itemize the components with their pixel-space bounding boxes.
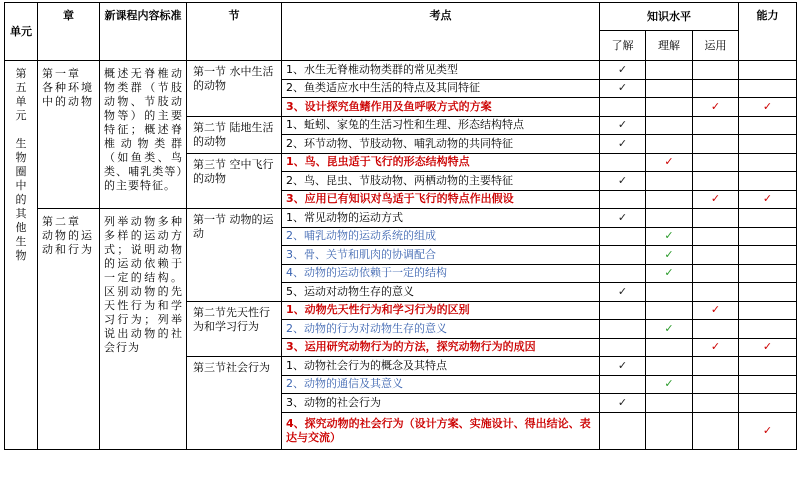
mark-comprehend bbox=[646, 357, 693, 376]
point-text: 3、设计探究鱼鳍作用及鱼呼吸方式的方案 bbox=[286, 99, 492, 113]
mark-comprehend bbox=[646, 98, 693, 117]
mark-apply bbox=[693, 227, 739, 246]
mark-apply bbox=[693, 301, 739, 320]
header-knowledge bbox=[600, 3, 739, 31]
mark-ability bbox=[739, 375, 797, 394]
section-title: 第一节 水中生活的动物 bbox=[193, 65, 274, 92]
mark-comprehend bbox=[646, 79, 693, 98]
mark-apply bbox=[693, 61, 739, 80]
mark-comprehend bbox=[646, 246, 693, 265]
point-cell bbox=[282, 172, 600, 191]
point-text: 1、动物社会行为的概念及其特点 bbox=[286, 358, 447, 372]
mark-ability bbox=[739, 394, 797, 413]
mark-comprehend bbox=[646, 301, 693, 320]
unit-char: 单 bbox=[15, 95, 27, 108]
point-cell bbox=[282, 135, 600, 154]
unit-char: 物 bbox=[15, 151, 27, 164]
point-cell bbox=[282, 375, 600, 394]
mark-apply bbox=[693, 190, 739, 209]
check-icon: ✓ bbox=[664, 247, 674, 261]
check-icon: ✓ bbox=[617, 358, 628, 372]
mark-ability bbox=[739, 153, 797, 172]
header-standard bbox=[100, 3, 187, 61]
mark-understand bbox=[600, 394, 646, 413]
mark-ability bbox=[739, 116, 797, 135]
chapter-title: 第二章 动物的运动和行为 bbox=[42, 215, 94, 256]
point-cell bbox=[282, 227, 600, 246]
check-icon: ✓ bbox=[617, 284, 628, 298]
check-icon: ✓ bbox=[617, 81, 628, 95]
mark-comprehend bbox=[646, 135, 693, 154]
point-cell bbox=[282, 61, 600, 80]
header-understand bbox=[600, 31, 646, 61]
mark-understand bbox=[600, 246, 646, 265]
section-title: 第三节 空中飞行的动物 bbox=[193, 157, 274, 185]
mark-understand bbox=[600, 61, 646, 80]
header-row-1 bbox=[5, 3, 797, 31]
unit-char: 五 bbox=[15, 81, 27, 94]
mark-understand bbox=[600, 338, 646, 357]
mark-apply bbox=[693, 98, 739, 117]
check-icon: ✓ bbox=[710, 303, 721, 317]
mark-apply bbox=[693, 264, 739, 283]
header-ability-label: 能力 bbox=[756, 9, 779, 22]
header-points bbox=[282, 3, 600, 61]
header-comprehend-label: 理解 bbox=[658, 38, 680, 52]
mark-understand bbox=[600, 116, 646, 135]
mark-understand bbox=[600, 375, 646, 394]
mark-apply bbox=[693, 153, 739, 172]
check-icon: ✓ bbox=[762, 423, 773, 437]
header-understand-label: 了解 bbox=[611, 38, 634, 52]
point-cell bbox=[282, 190, 600, 209]
point-text: 2、鱼类适应水中生活的特点及其同特征 bbox=[286, 81, 480, 95]
header-points-label: 考点 bbox=[429, 9, 452, 22]
mark-ability bbox=[739, 135, 797, 154]
mark-comprehend bbox=[646, 153, 693, 172]
mark-apply bbox=[693, 246, 739, 265]
mark-understand bbox=[600, 264, 646, 283]
section-cell bbox=[187, 209, 282, 302]
mark-comprehend bbox=[646, 209, 693, 228]
point-text: 2、动物的通信及其意义 bbox=[286, 377, 403, 391]
unit-char: 第 bbox=[15, 67, 27, 80]
chapter-cell bbox=[38, 61, 100, 209]
mark-understand bbox=[600, 283, 646, 302]
point-cell bbox=[282, 79, 600, 98]
point-cell bbox=[282, 412, 600, 449]
mark-ability bbox=[739, 338, 797, 357]
unit-char: 其 bbox=[15, 207, 27, 220]
standard-cell bbox=[100, 61, 187, 209]
unit-char: 生 bbox=[15, 137, 27, 150]
mark-comprehend bbox=[646, 264, 693, 283]
check-icon: ✓ bbox=[664, 321, 674, 335]
point-text: 2、动物的行为对动物生存的意义 bbox=[286, 321, 447, 335]
point-cell bbox=[282, 357, 600, 376]
mark-ability bbox=[739, 320, 797, 339]
section-cell bbox=[187, 116, 282, 153]
mark-comprehend bbox=[646, 190, 693, 209]
mark-ability bbox=[739, 190, 797, 209]
mark-comprehend bbox=[646, 338, 693, 357]
mark-understand bbox=[600, 357, 646, 376]
standard-text: 列举动物多种多样的运动方式；说明动物的运动依赖于一定的结构。区别动物的先天性行为和学习行为；列举说出动物的社会行为 bbox=[104, 215, 183, 354]
point-text: 3、动物的社会行为 bbox=[286, 395, 381, 409]
mark-understand bbox=[600, 320, 646, 339]
standard-cell bbox=[100, 209, 187, 450]
section-cell bbox=[187, 61, 282, 117]
mark-apply bbox=[693, 375, 739, 394]
header-apply bbox=[693, 31, 739, 61]
mark-apply bbox=[693, 172, 739, 191]
point-cell bbox=[282, 209, 600, 228]
unit-cell bbox=[5, 61, 38, 450]
section-title: 第三节社会行为 bbox=[193, 361, 270, 374]
header-chapter bbox=[38, 3, 100, 61]
mark-understand bbox=[600, 190, 646, 209]
point-cell bbox=[282, 301, 600, 320]
mark-apply bbox=[693, 412, 739, 449]
section-title: 第二节先天性行为和学习行为 bbox=[193, 305, 270, 333]
mark-understand bbox=[600, 209, 646, 228]
point-text: 3、骨、关节和肌肉的协调配合 bbox=[286, 247, 436, 261]
header-apply-label: 运用 bbox=[704, 38, 727, 52]
header-unit-label: 单元 bbox=[10, 24, 32, 38]
chapter-title: 第一章 各种环境中的动物 bbox=[42, 67, 94, 108]
unit-char: 元 bbox=[15, 109, 27, 122]
mark-understand bbox=[600, 412, 646, 449]
section-title: 第一节 动物的运动 bbox=[193, 213, 274, 240]
mark-ability bbox=[739, 357, 797, 376]
unit-char: 他 bbox=[15, 221, 27, 234]
check-icon: ✓ bbox=[762, 192, 773, 206]
check-icon: ✓ bbox=[710, 99, 721, 113]
mark-ability bbox=[739, 61, 797, 80]
header-ability bbox=[739, 3, 797, 61]
section-cell bbox=[187, 301, 282, 357]
point-text: 2、鸟、昆虫、节肢动物、两栖动物的主要特征 bbox=[286, 173, 513, 187]
table-row bbox=[5, 61, 797, 80]
mark-ability bbox=[739, 301, 797, 320]
point-cell bbox=[282, 283, 600, 302]
mark-ability bbox=[739, 209, 797, 228]
header-chapter-label: 章 bbox=[63, 9, 74, 22]
unit-char bbox=[5, 123, 37, 137]
mark-comprehend bbox=[646, 412, 693, 449]
mark-ability bbox=[739, 172, 797, 191]
unit-char: 圈 bbox=[15, 165, 27, 178]
mark-ability bbox=[739, 98, 797, 117]
mark-understand bbox=[600, 79, 646, 98]
mark-apply bbox=[693, 116, 739, 135]
point-text: 5、运动对动物生存的意义 bbox=[286, 284, 414, 298]
header-knowledge-label: 知识水平 bbox=[647, 9, 691, 23]
check-icon: ✓ bbox=[710, 192, 721, 206]
mark-apply bbox=[693, 79, 739, 98]
mark-understand bbox=[600, 172, 646, 191]
mark-apply bbox=[693, 209, 739, 228]
check-icon: ✓ bbox=[617, 395, 628, 409]
mark-apply bbox=[693, 135, 739, 154]
check-icon: ✓ bbox=[664, 266, 674, 280]
mark-apply bbox=[693, 394, 739, 413]
header-section-label: 节 bbox=[228, 9, 240, 22]
header-section bbox=[187, 3, 282, 61]
check-icon: ✓ bbox=[617, 210, 628, 224]
point-text: 4、动物的运动依赖于一定的结构 bbox=[286, 266, 447, 280]
point-text: 4、探究动物的社会行为（设计方案、实施设计、得出结论、表达与交流） bbox=[286, 416, 591, 444]
unit-char: 生 bbox=[15, 235, 27, 248]
point-text: 1、鸟、昆虫适于飞行的形态结构特点 bbox=[286, 155, 470, 169]
standard-text: 概述无脊椎动物类群（节肢动物、节肢动物等）的主要特征；概述脊椎动物类群（如鱼类、鸟类、哺乳类等）的主要特征。 bbox=[104, 67, 183, 192]
point-cell bbox=[282, 264, 600, 283]
mark-understand bbox=[600, 153, 646, 172]
mark-understand bbox=[600, 301, 646, 320]
point-cell bbox=[282, 116, 600, 135]
mark-ability bbox=[739, 246, 797, 265]
mark-ability bbox=[739, 412, 797, 449]
point-cell bbox=[282, 338, 600, 357]
point-text: 1、动物先天性行为和学习行为的区别 bbox=[286, 303, 470, 317]
section-title: 第二节 陆地生活的动物 bbox=[193, 120, 274, 148]
point-text: 2、哺乳动物的运动系统的组成 bbox=[286, 229, 436, 243]
check-icon: ✓ bbox=[710, 340, 721, 354]
mark-understand bbox=[600, 227, 646, 246]
mark-comprehend bbox=[646, 320, 693, 339]
point-cell bbox=[282, 394, 600, 413]
check-icon: ✓ bbox=[617, 173, 628, 187]
mark-comprehend bbox=[646, 116, 693, 135]
point-cell bbox=[282, 153, 600, 172]
mark-apply bbox=[693, 338, 739, 357]
unit-char: 物 bbox=[15, 249, 27, 262]
mark-ability bbox=[739, 227, 797, 246]
point-text: 2、环节动物、节肢动物、哺乳动物的共同特征 bbox=[286, 136, 513, 150]
point-text: 1、水生无脊椎动物类群的常见类型 bbox=[286, 62, 458, 76]
mark-ability bbox=[739, 264, 797, 283]
mark-ability bbox=[739, 79, 797, 98]
curriculum-table bbox=[4, 2, 797, 450]
check-icon: ✓ bbox=[617, 136, 628, 150]
check-icon: ✓ bbox=[664, 155, 674, 169]
point-cell bbox=[282, 98, 600, 117]
mark-comprehend bbox=[646, 172, 693, 191]
chapter-cell bbox=[38, 209, 100, 450]
check-icon: ✓ bbox=[762, 99, 773, 113]
point-text: 3、运用研究动物行为的方法，探究动物行为的成因 bbox=[286, 340, 536, 354]
section-cell bbox=[187, 153, 282, 209]
check-icon: ✓ bbox=[617, 118, 628, 132]
unit-char: 的 bbox=[15, 193, 27, 206]
header-unit bbox=[5, 3, 38, 61]
check-icon: ✓ bbox=[664, 229, 674, 243]
check-icon: ✓ bbox=[762, 340, 773, 354]
point-text: 1、常见动物的运动方式 bbox=[286, 210, 403, 224]
check-icon: ✓ bbox=[664, 377, 674, 391]
mark-ability bbox=[739, 283, 797, 302]
mark-understand bbox=[600, 135, 646, 154]
section-cell bbox=[187, 357, 282, 450]
mark-comprehend bbox=[646, 227, 693, 246]
mark-comprehend bbox=[646, 394, 693, 413]
header-comprehend bbox=[646, 31, 693, 61]
check-icon: ✓ bbox=[617, 62, 628, 76]
point-text: 1、蚯蚓、家兔的生活习性和生理、形态结构特点 bbox=[286, 118, 524, 132]
mark-apply bbox=[693, 357, 739, 376]
unit-char: 中 bbox=[15, 179, 27, 192]
table-row bbox=[5, 209, 797, 228]
point-cell bbox=[282, 246, 600, 265]
mark-apply bbox=[693, 283, 739, 302]
mark-comprehend bbox=[646, 375, 693, 394]
header-standard-label: 新课程内容标准 bbox=[104, 9, 182, 22]
mark-understand bbox=[600, 98, 646, 117]
mark-comprehend bbox=[646, 61, 693, 80]
point-text: 3、应用已有知识对鸟适于飞行的特点作出假设 bbox=[286, 192, 514, 206]
point-cell bbox=[282, 320, 600, 339]
mark-comprehend bbox=[646, 283, 693, 302]
mark-apply bbox=[693, 320, 739, 339]
